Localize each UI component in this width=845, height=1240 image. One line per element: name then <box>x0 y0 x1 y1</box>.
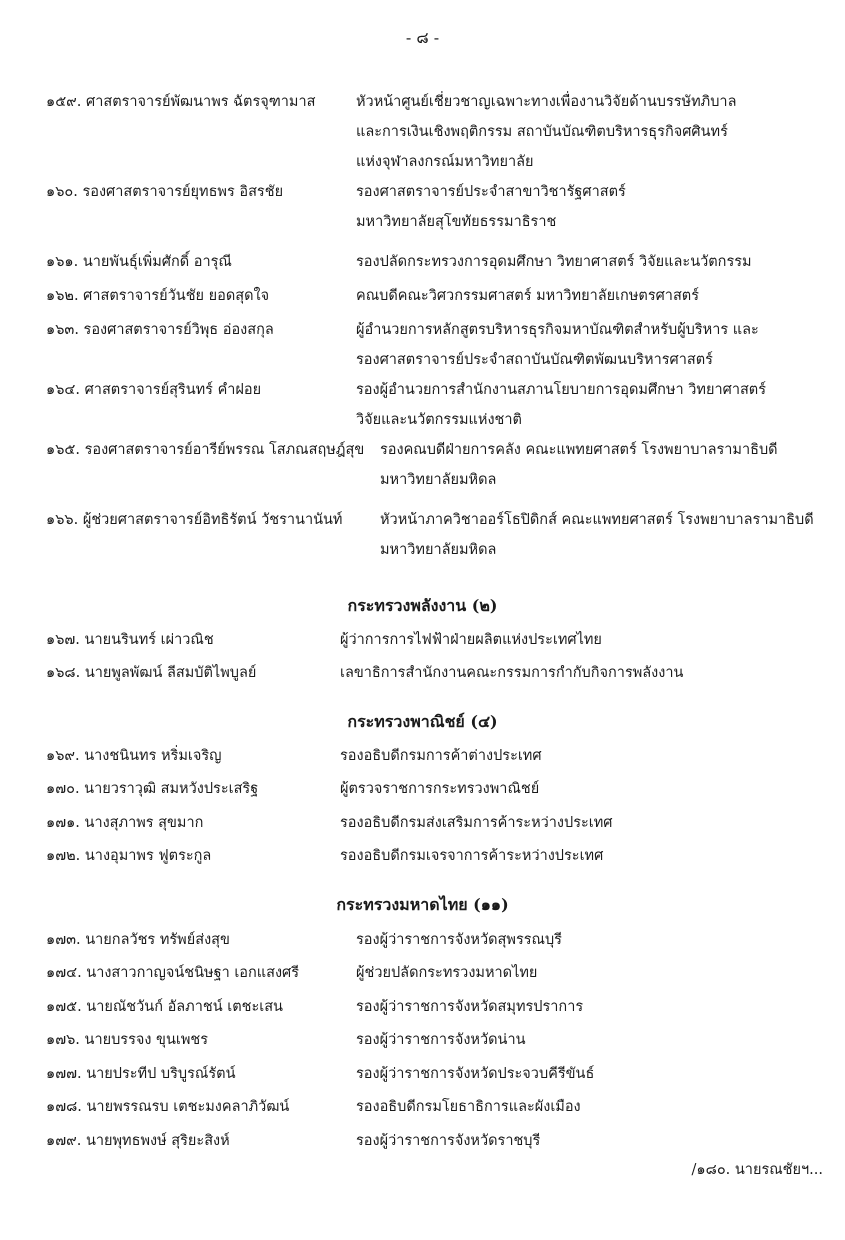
position-line: รองอธิบดีกรมเจรจาการค้าระหว่างประเทศ <box>340 848 604 864</box>
appointee-name: ๑๗๙. นายพุทธพงษ์ สุริยะสิงห์ <box>46 1133 230 1149</box>
appointee-position <box>340 841 603 871</box>
appointee-position <box>356 958 537 988</box>
position-line: มหาวิทยาลัยมหิดล <box>380 542 497 558</box>
position-line: ผู้ตรวจราชการกระทรวงพาณิชย์ <box>340 781 540 797</box>
ministry-heading: กระทรวงพาณิชย์ (๔) <box>347 712 498 731</box>
appointee-position <box>356 177 626 237</box>
appointee-name: ๑๖๗. นายนรินทร์ เผ่าวณิช <box>46 632 214 648</box>
position-line: รองผู้ว่าราชการจังหวัดประจวบคีรีขันธ์ <box>356 1066 595 1082</box>
position-line: มหาวิทยาลัยสุโขทัยธรรมาธิราช <box>356 214 557 230</box>
appointee-name: ๑๗๗. นายประทีป บริบูรณ์รัตน์ <box>46 1066 236 1082</box>
appointee-name: ๑๗๓. นายกลวัชร ทรัพย์ส่งสุข <box>46 932 230 948</box>
appointee-position <box>356 281 699 311</box>
appointee-name: ๑๗๐. นายวราวุฒิ สมหวังประเสริฐ <box>46 781 259 797</box>
appointee-name: ๑๖๕. รองศาสตราจารย์อารีย์พรรณ โสภณสฤษฎ์สุข <box>46 442 365 458</box>
appointee-name: ๑๖๑. นายพันธุ์เพิ่มศักดิ์ อารุณี <box>46 254 232 270</box>
appointee-name: ๑๖๙. นางชนินทร หริ่มเจริญ <box>46 748 222 764</box>
appointee-position <box>356 87 736 177</box>
appointee-position <box>340 625 602 655</box>
position-line: หัวหน้าศูนย์เชี่ยวชาญเฉพาะทางเพื่องานวิจัยด้านบรรษัทภิบาล <box>356 94 737 110</box>
position-line: รองคณบดีฝ่ายการคลัง คณะแพทยศาสตร์ โรงพยาบาลรามาธิบดี <box>380 442 778 458</box>
position-line: หัวหน้าภาควิชาออร์โธปิดิกส์ คณะแพทยศาสตร์ โรงพยาบาลรามาธิบดี <box>380 512 814 528</box>
appointee-name: ๑๖๔. ศาสตราจารย์สุรินทร์ คำฝอย <box>46 382 262 398</box>
appointee-position <box>340 658 683 688</box>
appointee-name: ๑๖๐. รองศาสตราจารย์ยุทธพร อิสรชัย <box>46 184 284 200</box>
position-line: รองอธิบดีกรมการค้าต่างประเทศ <box>340 748 542 764</box>
appointee-position <box>356 247 752 277</box>
position-line: คณบดีคณะวิศวกรรมศาสตร์ มหาวิทยาลัยเกษตรศาสตร์ <box>356 288 700 304</box>
appointee-position <box>380 505 814 565</box>
position-line: รองผู้ว่าราชการจังหวัดสมุทรปราการ <box>356 999 584 1015</box>
appointee-name: ๑๗๘. นายพรรณรบ เตชะมงคลาภิวัฒน์ <box>46 1099 290 1115</box>
appointee-position <box>356 925 562 955</box>
appointee-position <box>340 774 539 804</box>
appointee-name: ๑๕๙. ศาสตราจารย์พัฒนาพร ฉัตรจุฑามาส <box>46 94 316 110</box>
position-line: ผู้อำนวยการหลักสูตรบริหารธุรกิจมหาบัณฑิตสำหรับผู้บริหาร และ <box>356 322 759 338</box>
appointee-name: ๑๗๕. นายณัชวันก์ อัลภาชน์ เตชะเสน <box>46 999 283 1015</box>
appointee-name: ๑๖๘. นายพูลพัฒน์ ลีสมบัติไพบูลย์ <box>46 665 257 681</box>
appointee-name: ๑๗๔. นางสาวกาญจน์ชนิษฐา เอกแสงศรี <box>46 965 300 981</box>
position-line: แห่งจุฬาลงกรณ์มหาวิทยาลัย <box>356 154 534 170</box>
position-line: รองผู้ว่าราชการจังหวัดน่าน <box>356 1032 526 1048</box>
appointee-name: ๑๖๓. รองศาสตราจารย์วิพุธ อ่องสกุล <box>46 322 274 338</box>
appointee-position <box>380 435 778 495</box>
ministry-heading: กระทรวงมหาดไทย (๑๑) <box>336 895 509 914</box>
position-line: และการเงินเชิงพฤติกรรม สถาบันบัณฑิตบริหารธุรกิจศศินทร์ <box>356 124 728 140</box>
appointee-position <box>356 375 766 435</box>
position-line: รองผู้อำนวยการสำนักงานสภานโยบายการอุดมศึกษา วิทยาศาสตร์ <box>356 382 767 398</box>
appointee-name: ๑๖๖. ผู้ช่วยศาสตราจารย์อิทธิรัตน์ วัชรานานันท์ <box>46 512 343 528</box>
position-line: มหาวิทยาลัยมหิดล <box>380 472 497 488</box>
appointee-position <box>340 808 613 838</box>
position-line: รองผู้ว่าราชการจังหวัดราชบุรี <box>356 1133 541 1149</box>
appointee-name: ๑๖๒. ศาสตราจารย์วันชัย ยอดสุดใจ <box>46 288 270 304</box>
page-number: - ๘ - <box>405 28 440 47</box>
position-line: เลขาธิการสำนักงานคณะกรรมการกำกับกิจการพลังงาน <box>340 665 684 681</box>
appointee-position <box>356 1126 540 1156</box>
position-line: รองอธิบดีกรมส่งเสริมการค้าระหว่างประเทศ <box>340 815 613 831</box>
appointee-position <box>356 315 759 375</box>
position-line: รองอธิบดีกรมโยธาธิการและผังเมือง <box>356 1099 581 1115</box>
appointee-position <box>356 992 583 1022</box>
position-line: รองปลัดกระทรวงการอุดมศึกษา วิทยาศาสตร์ วิจัยและนวัตกรรม <box>356 254 752 270</box>
appointee-position <box>356 1059 594 1089</box>
ministry-heading: กระทรวงพลังงาน (๒) <box>347 596 498 615</box>
position-line: วิจัยและนวัตกรรมแห่งชาติ <box>356 412 522 428</box>
position-line: ผู้ว่าการการไฟฟ้าฝ่ายผลิตแห่งประเทศไทย <box>340 632 602 648</box>
appointee-name: ๑๗๒. นางอุมาพร ฟูตระกูล <box>46 848 212 864</box>
appointee-name: ๑๗๑. นางสุภาพร สุขมาก <box>46 815 204 831</box>
appointee-name: ๑๗๖. นายบรรจง ขุนเพชร <box>46 1032 209 1048</box>
position-line: ผู้ช่วยปลัดกระทรวงมหาดไทย <box>356 965 538 981</box>
position-line: รองศาสตราจารย์ประจำสถาบันบัณฑิตพัฒนบริหารศาสตร์ <box>356 352 713 368</box>
position-line: รองศาสตราจารย์ประจำสาขาวิชารัฐศาสตร์ <box>356 184 626 200</box>
continuation-note: /๑๘๐. นายรณชัยฯ... <box>691 1162 823 1178</box>
position-line: รองผู้ว่าราชการจังหวัดสุพรรณบุรี <box>356 932 562 948</box>
appointee-position <box>356 1092 581 1122</box>
appointee-position <box>340 741 542 771</box>
appointee-position <box>356 1025 526 1055</box>
